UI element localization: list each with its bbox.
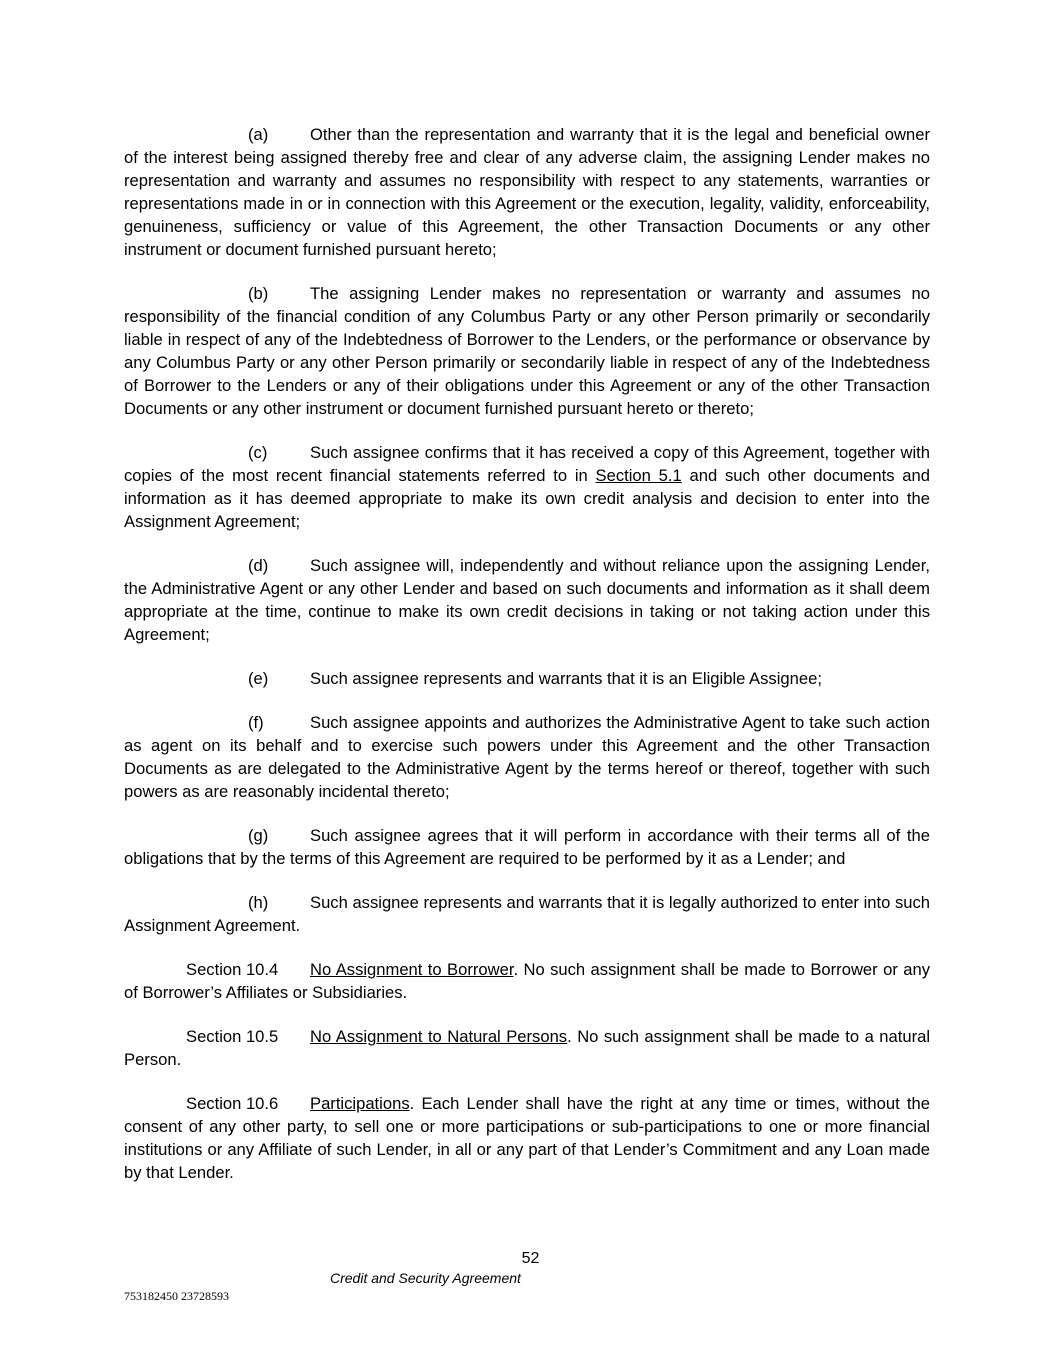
clause-f — [124, 711, 930, 803]
section-text: . No such assignment shall be made to a natural Person. — [124, 1027, 931, 1069]
clause-label: (f) — [248, 713, 264, 732]
clause-text: and such other documents and information as it has deemed appropriate to make its own credit analysis and decision to enter into the Assignment Agreement; — [124, 466, 930, 531]
section-number: Section 10.5 — [186, 1027, 279, 1046]
document-id: 753182450 23728593 — [124, 1289, 229, 1303]
clause-text: Other than the representation and warranty that it is the legal and beneficial owner of the interest being assigned thereby free and clear of any adverse claim, the assigning Lender makes no representation and warranty and assumes no responsibility with respect to any statements, warranties or representations made in or in connection with this Agreement or the execution, legality, validity, enforceability, genuineness, sufficiency or value of this Agreement, the other Transaction Documents or any other instrument or document furnished pursuant hereto; — [124, 125, 930, 259]
document-title-footer: Credit and Security Agreement — [330, 1270, 521, 1286]
clause-text: Such assignee agrees that it will perform in accordance with their terms all of the obligations that by the terms of this Agreement are required to be performed by it as a Lender; and — [124, 826, 930, 868]
clause-e — [124, 667, 930, 690]
clause-label: (a) — [248, 125, 269, 144]
section-text: . No such assignment shall be made to Borrower or any of Borrower’s Affiliates or Subsidiaries. — [124, 960, 930, 1002]
section-10-5 — [124, 1025, 930, 1071]
page-number: 52 — [521, 1250, 540, 1267]
clause-text: Such assignee appoints and authorizes the Administrative Agent to take such action as agent on its behalf and to exercise such powers under this Agreement and the other Transaction Documents as are delegated to the Administrative Agent by the terms hereof or thereof, together with such powers as are reasonably incidental thereto; — [124, 713, 930, 801]
clause-label: (g) — [248, 826, 269, 845]
clause-c — [124, 441, 930, 533]
clause-text: Such assignee represents and warrants that it is legally authorized to enter into such Assignment Agreement. — [124, 893, 930, 935]
clause-a — [124, 123, 930, 261]
clause-label: (c) — [248, 443, 268, 462]
clause-text: Such assignee will, independently and without reliance upon the assigning Lender, the Administrative Agent or any other Lender and based on such documents and information as it shall deem appropriate at the time, continue to make its own credit decisions in taking or not taking action under this Agreement; — [124, 556, 930, 644]
section-10-4 — [124, 958, 930, 1004]
clause-text: Such assignee represents and warrants that it is an Eligible Assignee; — [310, 669, 822, 688]
clause-text: Such assignee confirms that it has received a copy of this Agreement, together with copies of the most recent financial statements referred to in — [124, 443, 930, 485]
clause-label: (e) — [248, 669, 269, 688]
document-body — [124, 123, 930, 1205]
section-number: Section 10.4 — [186, 960, 279, 979]
clause-label: (h) — [248, 893, 269, 912]
clause-label: (d) — [248, 556, 269, 575]
section-10-6 — [124, 1092, 930, 1184]
clause-text: The assigning Lender makes no representation or warranty and assumes no responsibility of the financial condition of any Columbus Party or any other Person primarily or secondarily liable in respect of any of the Indebtedness of Borrower to the Lenders, or the performance or observance by any Columbus Party or any other Person primarily or secondarily liable in respect of any of the Indebtedness of Borrower to the Lenders or any of their obligations under this Agreement or any of the other Transaction Documents or any other instrument or document furnished pursuant hereto or thereto; — [124, 284, 930, 418]
section-number: Section 10.6 — [186, 1094, 279, 1113]
section-heading: Participations — [310, 1094, 410, 1113]
section-heading: No Assignment to Natural Persons — [310, 1027, 568, 1046]
clause-h — [124, 891, 930, 937]
clause-label: (b) — [248, 284, 269, 303]
section-text: . Each Lender shall have the right at any time or times, without the consent of any other party, to sell one or more participations or sub-participations to one or more financial institutions or any Affiliate of such Lender, in all or any part of that Lender’s Commitment and any Loan made by that Lender. — [124, 1094, 930, 1182]
clause-g — [124, 824, 930, 870]
clause-b — [124, 282, 930, 420]
section-heading: No Assignment to Borrower — [310, 960, 514, 979]
clause-d — [124, 554, 930, 646]
section-reference-link[interactable]: Section 5.1 — [595, 466, 682, 485]
